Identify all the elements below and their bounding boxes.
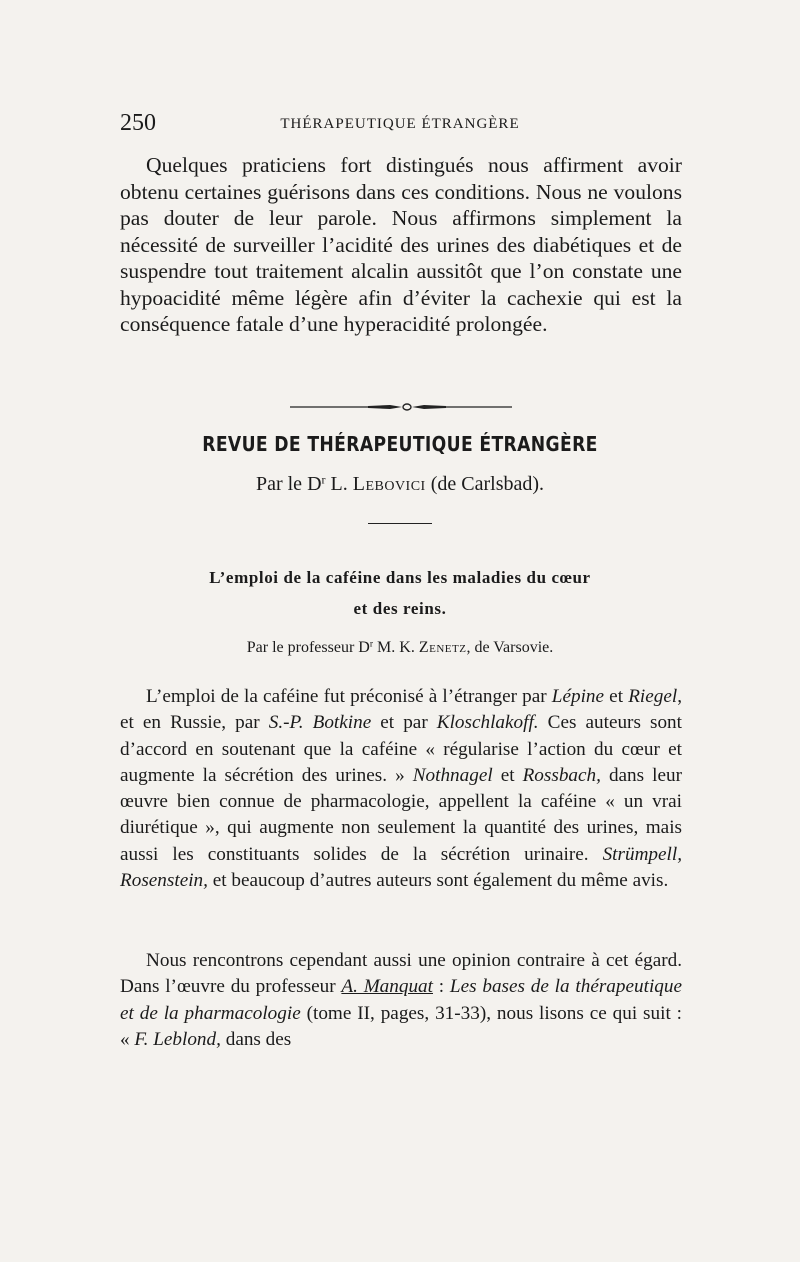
author-prefix: Par le D — [255, 473, 322, 495]
text-run: : — [432, 976, 450, 998]
article-author-initials: M. K. — [377, 639, 415, 656]
article-author-name: Zenetz — [418, 639, 467, 656]
author-ref-lepine: Lépine — [551, 686, 605, 707]
ornament-taper-left — [368, 405, 402, 409]
text-run: et — [492, 764, 523, 786]
author-ref-leblond: F. Leblond, — [134, 1028, 221, 1050]
paragraph-text: Quelques praticiens fort distingués nous affirment avoir obtenu certaines guérisons dans ces conditions. Nous ne voulons pas douter de leur parole. Nous affirmons simplement la nécessité de surveiller l’acidité des urines des diabétiques et de suspendre tout traitement alcalin aussitôt que l’on constate une hypoacidité même légère afin d’éviter la cachexie qui est la conséquence fatale d’une hyperacidité prolongée. — [120, 153, 682, 336]
author-place: (de Carlsbad). — [430, 473, 545, 495]
paragraph-text — [120, 948, 682, 1053]
short-rule — [368, 523, 432, 524]
paragraph-caffeine-intro — [120, 684, 682, 894]
paragraph-text — [120, 684, 682, 894]
section-author — [120, 473, 680, 496]
paragraph-closing — [120, 152, 682, 338]
section-title: REVUE DE THÉRAPEUTIQUE ÉTRANGÈRE — [202, 432, 598, 456]
book-title: Les bases de la thérapeutique et de la pharmacologie — [120, 976, 682, 1024]
article-author-place: , de Varsovie. — [466, 639, 554, 656]
text-run: Nous rencontrons cependant aussi une opinion contraire à cet égard. Dans l’œuvre du professeur — [120, 950, 682, 998]
author-ref-botkine: S.-P. Botkine — [268, 712, 372, 734]
text-run: (tome II, pages, 31-33), nous lisons ce qui suit : « — [120, 1002, 682, 1050]
text-run: , et en Russie, par — [120, 686, 683, 734]
page-header — [120, 108, 680, 138]
ornament-divider — [290, 403, 512, 411]
text-run: et par — [371, 712, 437, 734]
text-run: Ces auteurs sont d’accord en soutenant que la caféine « régularise l’action du cœur et augmente la sécrétion des urines. » — [120, 712, 682, 786]
paragraph-contrary-opinion — [120, 948, 682, 1053]
running-title: THÉRAPEUTIQUE ÉTRANGÈRE — [280, 116, 520, 132]
text-run: et — [604, 686, 629, 707]
author-ref-rosenstein: Rosenstein, — [120, 870, 208, 892]
article-title-line-2: et des reins. — [353, 599, 447, 618]
text-run: et beaucoup d’autres auteurs sont également du même avis. — [207, 870, 669, 892]
author-ref-kloschlakoff: Kloschlakoff. — [436, 712, 539, 734]
author-ref-riegel: Riegel — [628, 686, 678, 707]
text-run: dans des — [220, 1028, 292, 1050]
text-run: dans leur œuvre bien connue de pharmacologie, appellent la caféine « un vrai diurétique », qui augmente non seulement la quantité des urines, mais aussi les constituants solides de la sécrétion urinaire. — [120, 764, 682, 865]
author-initial: L. — [330, 473, 348, 495]
author-sup: r — [321, 472, 326, 487]
author-ref-rossbach: Rossbach, — [522, 764, 601, 786]
author-ref-strumpell: Strümpell, — [602, 843, 682, 865]
ornament-taper-right — [412, 405, 446, 409]
author-ref-nothnagel: Nothnagel — [412, 764, 493, 786]
author-name: Lebovici — [352, 473, 426, 495]
article-title-line-1: L’emploi de la caféine dans les maladies du cœur — [209, 568, 591, 587]
article-author — [120, 639, 680, 657]
ornament-center — [403, 404, 411, 410]
page-number: 250 — [120, 110, 156, 136]
author-ref-manquat: A. Manquat — [341, 976, 433, 998]
article-author-prefix: Par le professeur D — [246, 639, 370, 656]
text-run: L’emploi de la caféine fut préconisé à l’étranger par — [146, 686, 552, 707]
article-author-sup: r — [369, 638, 374, 650]
